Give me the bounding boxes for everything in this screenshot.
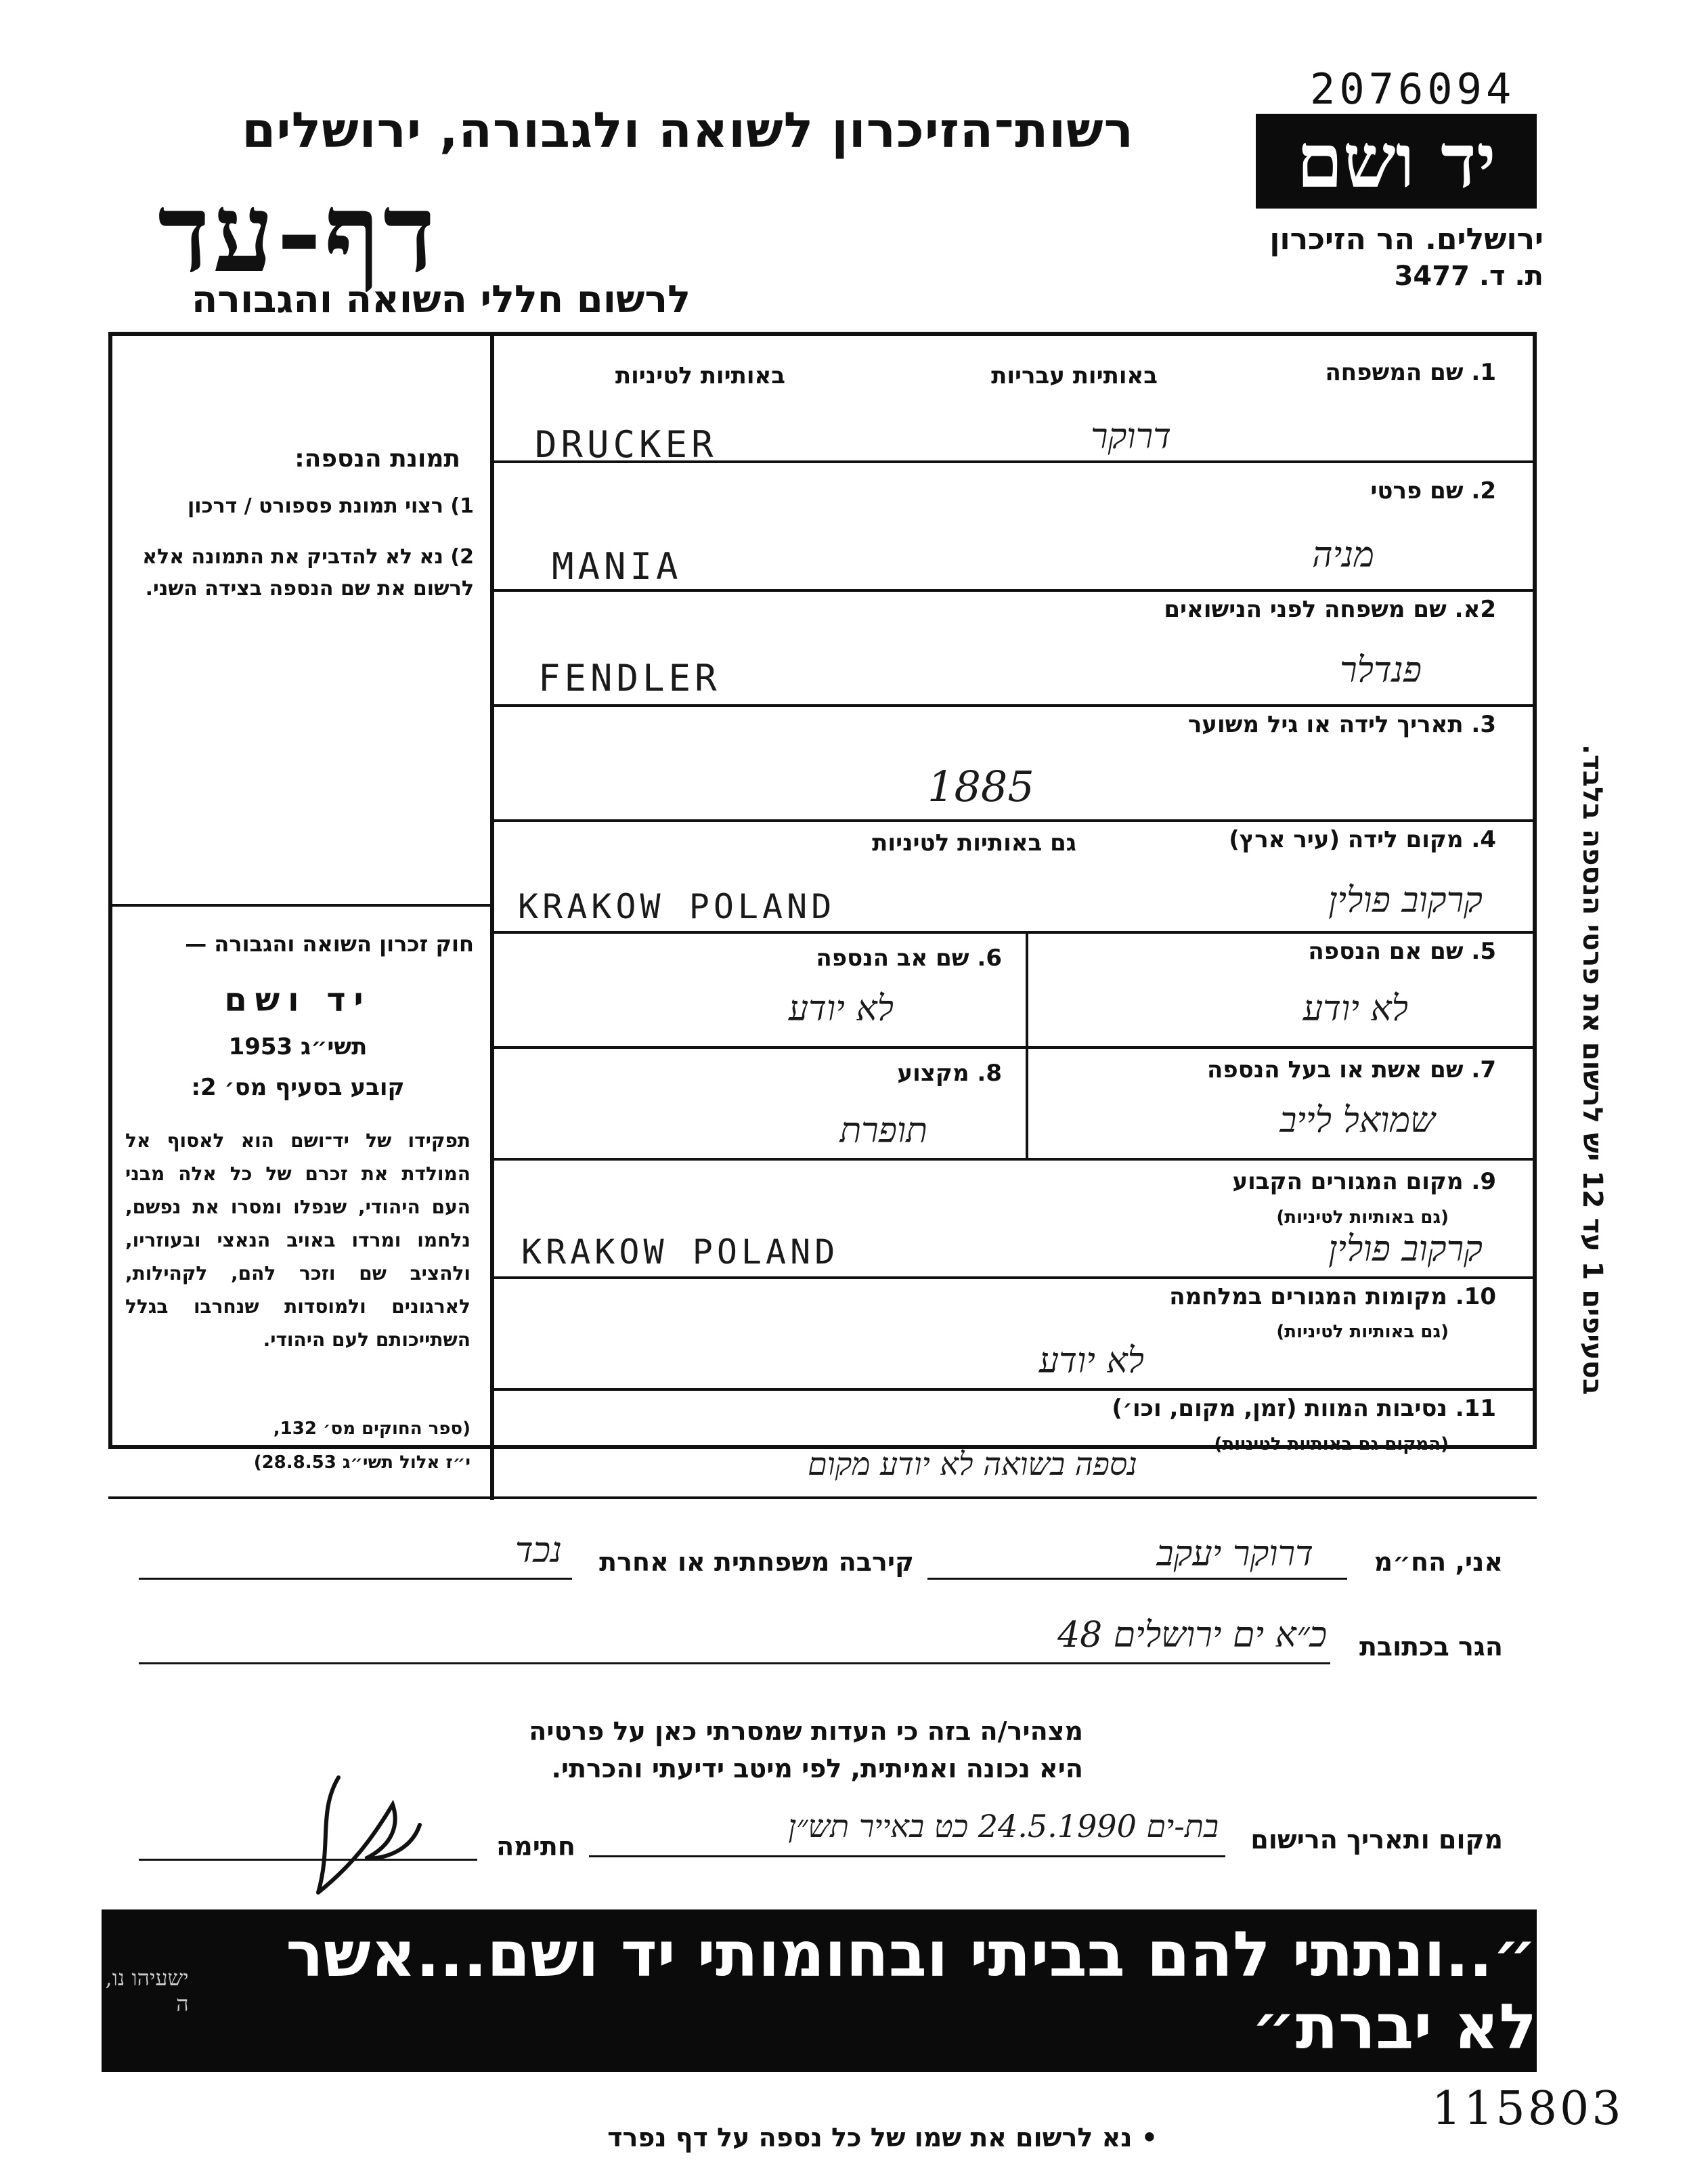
photo-title: תמונת הנספה: — [294, 445, 460, 473]
photo-note-1: 1) רצוי תמונת פספורט / דרכון — [187, 494, 474, 518]
hebrew-letters-header: באותיות עבריות — [991, 362, 1158, 389]
field-4-hebrew-value[interactable]: קרקוב פולין — [1328, 880, 1483, 921]
field-10-sublabel: (גם באותיות לטיניות) — [1276, 1322, 1449, 1342]
row-divider — [494, 1158, 1537, 1161]
row-divider — [494, 931, 1537, 934]
field-11-sublabel: (המקום גם באותיות לטיניות) — [1214, 1434, 1449, 1454]
law-reference-2: י״ז אלול תשי״ג 28.8.53) — [253, 1452, 470, 1473]
field-9-latin-value[interactable]: KRAKOW POLAND — [521, 1232, 839, 1272]
form-title: דף-עד — [158, 169, 438, 297]
field-11-label: 11. נסיבות המוות (זמן, מקום, וכו׳) — [1112, 1395, 1496, 1422]
column-divider — [1026, 931, 1028, 1046]
declarant-label: אני, הח״מ — [1374, 1547, 1503, 1577]
footer-number: 115803 — [1432, 2082, 1624, 2136]
field-6-value[interactable]: לא יודע — [788, 989, 894, 1029]
banner-quote: ״..ונתתי להם בביתי ובחומותי יד ושם...אשר לא יברת״ — [286, 1918, 1537, 2063]
field-2-label: 2. שם פרטי — [1370, 477, 1496, 504]
field-8-value[interactable]: תופרת — [839, 1110, 927, 1151]
field-5-label: 5. שם אם הנספה — [1308, 938, 1496, 965]
logo-address-line1: ירושלים. הר הזיכרון — [1269, 222, 1543, 257]
field-2a-hebrew-value[interactable]: פנדלר — [1340, 650, 1422, 691]
signature-label: חתימה — [496, 1832, 575, 1861]
column-divider — [1026, 1046, 1028, 1158]
yad-vashem-logo: יד ושם — [1256, 114, 1537, 209]
law-name: יד ושם — [224, 981, 372, 1019]
field-6-label: 6. שם אב הנספה — [816, 945, 1002, 972]
place-date-value[interactable]: בת-ים 24.5.1990 כט באייר תש״ן — [788, 1808, 1219, 1844]
field-10-label: 10. מקומות המגורים במלחמה — [1169, 1283, 1496, 1310]
declarant-value[interactable]: דרוקר יעקב — [1156, 1534, 1313, 1574]
field-9-hebrew-value[interactable]: קרקוב פולין — [1328, 1229, 1483, 1270]
field-8-label: 8. מקצוע — [897, 1060, 1002, 1087]
relation-line — [139, 1578, 572, 1580]
declarant-line — [927, 1578, 1347, 1580]
section-divider — [108, 1496, 1537, 1499]
field-3-label: 3. תאריך לידה או גיל משוער — [1187, 711, 1496, 738]
banner-source: ישעיהו נו, ה — [105, 1965, 189, 2016]
handwritten-signature — [291, 1764, 440, 1913]
latin-letters-header: באותיות לטיניות — [615, 362, 785, 389]
field-5-value[interactable]: לא יודע — [1302, 989, 1408, 1029]
row-divider — [494, 819, 1537, 822]
footer-note: • נא לרשום את שמו של כל נספה על דף נפרד — [607, 2123, 1158, 2153]
law-reference-1: (ספר החוקים מס׳ 132, — [273, 1419, 470, 1439]
field-2-hebrew-value[interactable]: מניה — [1312, 535, 1374, 576]
field-4-latin-value[interactable]: KRAKOW POLAND — [518, 887, 836, 926]
address-line — [139, 1662, 1330, 1664]
field-10-value[interactable]: לא יודע — [1038, 1341, 1144, 1381]
address-value[interactable]: כ״א ים ירושלים 48 — [1057, 1615, 1327, 1656]
logo-address-line2: ת. ד. 3477 — [1394, 261, 1543, 292]
row-divider — [494, 1046, 1537, 1049]
quote-banner — [102, 1909, 1537, 2072]
row-divider — [494, 1388, 1537, 1391]
field-3-value[interactable]: 1885 — [927, 762, 1034, 811]
field-1-latin-value[interactable]: DRUCKER — [535, 423, 718, 466]
serial-number: 2076094 — [1310, 64, 1516, 114]
declaration-statement-1: מצהיר/ה בזה כי העדות שמסרתי כאן על פרטיה — [529, 1716, 1083, 1746]
left-panel-separator — [108, 904, 494, 907]
photo-note-2: 2) נא לא להדביק את התמונה אלא לרשום את שם הנספה בצידה השני. — [142, 545, 474, 601]
relation-label: קירבה משפחתית או אחרת — [599, 1547, 914, 1577]
field-1-hebrew-value[interactable]: דרוקר — [1090, 416, 1171, 457]
law-clause: קובע בסעיף מס׳ 2: — [191, 1074, 405, 1101]
relation-value[interactable]: נכד — [514, 1530, 562, 1571]
field-2a-label: 2א. שם משפחה לפני הנישואים — [1164, 596, 1496, 623]
field-7-label: 7. שם אשת או בעל הנספה — [1207, 1056, 1496, 1083]
field-11-value[interactable]: נספה בשואה לא יודע מקום — [808, 1446, 1137, 1482]
field-9-label: 9. מקום המגורים הקבוע — [1232, 1168, 1496, 1195]
form-subtitle: לרשום חללי השואה והגבורה — [191, 278, 691, 322]
law-text: תפקידו של יד־ושם הוא לאסוף אל המולדת את זכרם של כל אלה מבני העם היהודי, שנפלו ומסרו את נפשם, נלחמו ומרדו באויב הנאצי ובעוזריו, ולהציב שם וזכר להם, לקהילות, לארגונים ולמוסדות שנחרבו בגלל השתייכותם לעם היהודי. — [125, 1129, 470, 1351]
row-divider — [494, 704, 1537, 707]
declaration-statement-2: היא נכונה ואמיתית, לפי מיטב ידיעתי והכרתי. — [551, 1754, 1083, 1784]
organization-title: רשות־הזיכרון לשואה ולגבורה, ירושלים — [242, 102, 1134, 158]
field-4-label: 4. מקום לידה (עיר ארץ) — [1229, 826, 1496, 853]
place-date-line — [589, 1855, 1225, 1857]
law-year: תשי״ג 1953 — [228, 1033, 368, 1060]
field-9-sublabel: (גם באותיות לטיניות) — [1276, 1207, 1449, 1228]
field-2-latin-value[interactable]: MANIA — [552, 545, 682, 588]
field-4-sublabel: גם באותיות לטיניות — [872, 829, 1076, 857]
side-instruction: בסעיפים 1 עד 12 יש לרשום את פרטי הנספה בלבד. — [1577, 744, 1608, 1396]
address-label: הגר בכתובת — [1359, 1632, 1503, 1662]
row-divider — [494, 1276, 1537, 1279]
field-2a-latin-value[interactable]: FENDLER — [538, 657, 721, 699]
place-date-label: מקום ותאריך הרישום — [1250, 1825, 1503, 1855]
row-divider — [494, 589, 1537, 592]
field-7-value[interactable]: שמואל לייב — [1279, 1100, 1435, 1141]
law-title: חוק זכרון השואה והגבורה — — [185, 931, 474, 957]
field-1-label: 1. שם המשפחה — [1325, 359, 1496, 386]
left-panel-divider — [490, 332, 494, 1500]
